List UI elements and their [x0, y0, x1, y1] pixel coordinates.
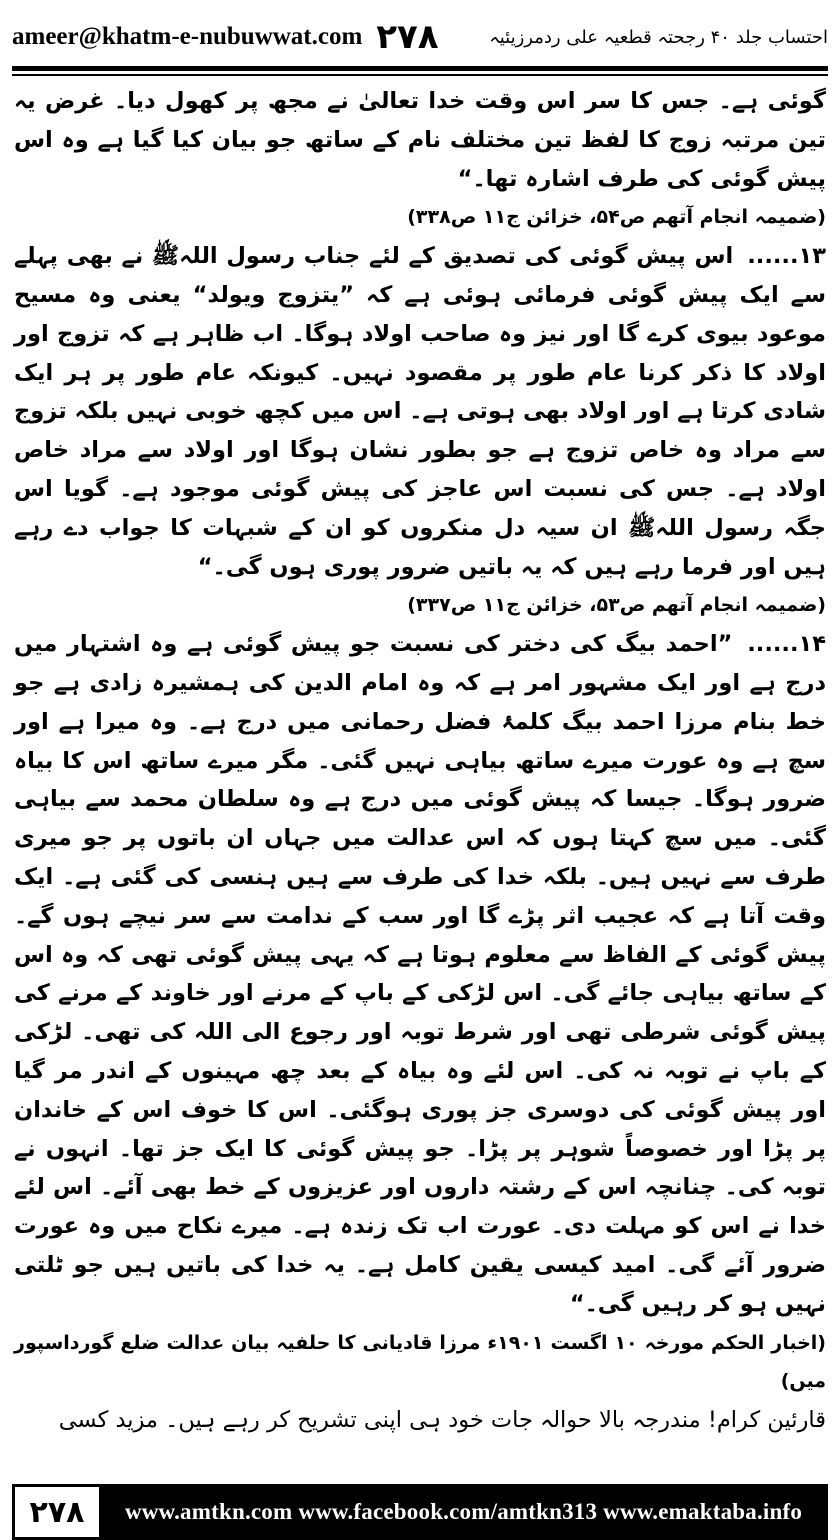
- paragraph-continuation: گوئی ہے۔ جس کا سر اس وقت خدا تعالیٰ نے مجھ پر کھول دیا۔ غرض یہ تین مرتبہ زوج کا لفظ تین مختلف نام کے ساتھ جو بیان کیا گیا ہے وہ اس پیش گوئی کی طرف اشارہ تھا۔“: [14, 88, 826, 192]
- reference-3: (اخبار الحکم مورخہ ۱۰ اگست ۱۹۰۱ء مرزا قادیانی کا حلفیہ بیان عدالت ضلع گورداسپور میں): [14, 1331, 826, 1393]
- reference-2: (ضمیمہ انجام آتھم ص۵۳، خزائن ج۱۱ ص۳۳۷): [407, 594, 826, 617]
- item-13-text: اس پیش گوئی کی تصدیق کے لئے جناب رسول اللہﷺ نے بھی پہلے سے ایک پیش گوئی فرمائی ہوئی ہے کہ ”یتزوج ویولد“ یعنی وہ مسیح موعود بیوی کرے گا اور نیز وہ صاحب اولاد ہوگا۔ اب ظاہر ہے کہ تزوج اور اولاد کا ذکر کرنا عام طور پر مقصود نہیں۔ کیونکہ عام طور پر ہر ایک شادی کرتا ہے اور اولاد بھی ہوتی ہے۔ اس میں کچھ خوبی نہیں بلکہ تزوج سے مراد وہ خاص تزوج ہے جو بطور نشان ہوگا اور اولاد سے مراد خاص اولاد ہے۔ جس کی نسبت اس عاجز کی پیش گوئی موجود ہے۔ گویا اس جگہ رسول اللہﷺ ان سیہ دل منکروں کو ان کے شبہات کا جواب دے رہے ہیں اور فرما رہے ہیں کہ یہ باتیں ضرور پوری ہوں گی۔“: [14, 243, 826, 580]
- page-body: [14, 82, 826, 1476]
- item-14-text: ”احمد بیگ کی دختر کی نسبت جو پیش گوئی ہے وہ اشتہار میں درج ہے اور ایک مشہور امر ہے کہ وہ امام الدین کی ہمشیرہ زادی ہے جو خط بنام مرزا احمد بیگ کلمۂ فضل رحمانی میں درج ہے۔ وہ میرا ہے اور سچ ہے وہ عورت میرے ساتھ بیاہی نہیں گئی۔ مگر میرے ساتھ اس کا بیاہ ضرور ہوگا۔ جیسا کہ پیش گوئی میں درج ہے وہ سلطان محمد سے بیاہی گئی۔ میں سچ کہتا ہوں کہ اس عدالت میں جہاں ان باتوں پر جو میری طرف سے نہیں ہیں۔ بلکہ خدا کی طرف سے ہیں ہنسی کی گئی ہے۔ ایک وقت آتا ہے کہ عجیب اثر پڑے گا اور سب کے ندامت سے سر نیچے ہوں گے۔ پیش گوئی کے الفاظ سے معلوم ہوتا ہے کہ یہی پیش گوئی تھی کہ وہ اس کے ساتھ بیاہی جائے گی۔ اس لڑکی کے باپ کے مرنے اور خاوند کے مرنے کی پیش گوئی شرطی تھی اور شرط توبہ اور رجوع الی اللہ کی تھی۔ لڑکی کے باپ نے توبہ نہ کی۔ اس لئے وہ بیاہ کے بعد چھ مہینوں کے اندر مر گیا اور پیش گوئی کی دوسری جز پوری ہوگئی۔ اس کا خوف اس کے خاندان پر پڑا اور خصوصاً شوہر پر پڑا۔ جو پیش گوئی کا ایک جز تھا۔ انہوں نے توبہ کی۔ چنانچہ اس کے رشتہ داروں اور عزیزوں کے خط بھی آئے۔ اس لئے خدا نے اس کو مہلت دی۔ عورت اب تک زندہ ہے۔ میرے نکاح میں وہ عورت ضرور آئے گی۔ امید کیسی یقین کامل ہے۔ یہ خدا کی باتیں ہیں جو ٹلتی نہیں ہو کر رہیں گی۔“: [14, 631, 826, 1317]
- header-rule-thin: [12, 74, 828, 76]
- header-rule-thick: [12, 66, 828, 71]
- item-14: [14, 625, 826, 1323]
- header-page-number: ۲۷۸: [376, 17, 439, 57]
- footer-links[interactable]: www.amtkn.com www.facebook.com/amtkn313 www.emaktaba.info: [99, 1484, 828, 1540]
- header-running-title: احتساب جلد ۴۰ رجحتہ قطعیہ علی ردمرزیئیہ: [489, 26, 828, 48]
- item-13: [14, 237, 826, 586]
- item-13-number: ۱۳......: [747, 243, 826, 270]
- reference-1: (ضمیمہ انجام آتھم ص۵۴، خزائن ج۱۱ ص۳۳۸): [407, 206, 826, 229]
- closing-paragraph: قارئین کرام! مندرجہ بالا حوالہ جات خود ہی اپنی تشریح کر رہے ہیں۔ مزید کسی: [58, 1407, 826, 1434]
- item-14-number: ۱۴......: [747, 631, 826, 658]
- header-email: ameer@khatm-e-nubuwwat.com: [12, 23, 363, 50]
- footer-page-number: ۲۷۸: [12, 1484, 99, 1540]
- header-left: [12, 17, 439, 57]
- page-header: [12, 8, 828, 66]
- page-footer: [12, 1484, 828, 1540]
